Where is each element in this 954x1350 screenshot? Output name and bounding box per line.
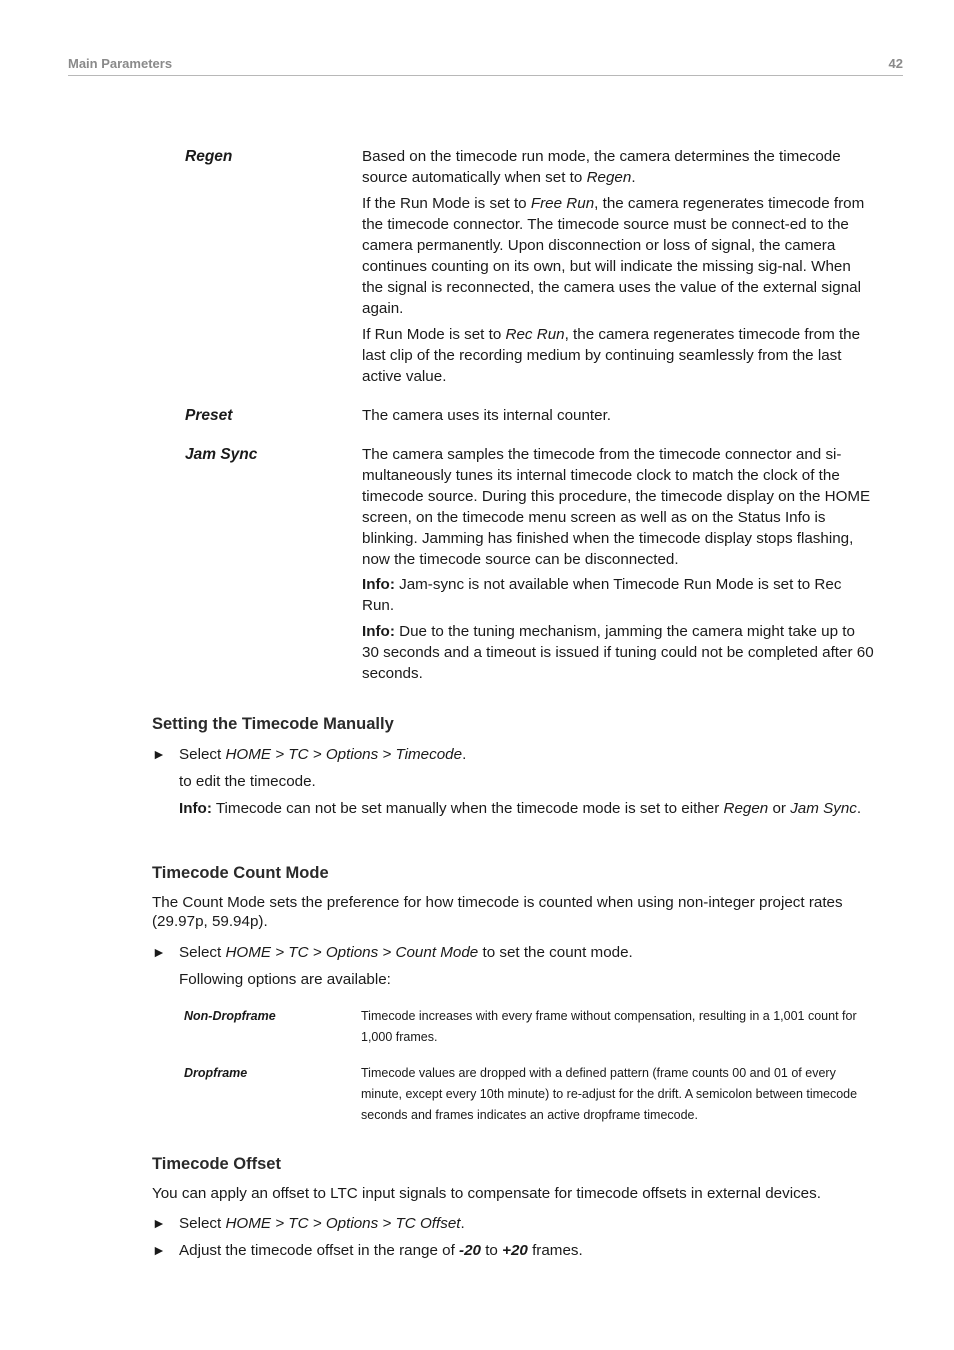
term-non-dropframe: Non-Dropframe — [184, 1009, 276, 1023]
term-regen: Regen — [185, 148, 233, 165]
offset-step-1: Select HOME > TC > Options > TC Offset. — [179, 1215, 465, 1232]
offset-intro: You can apply an offset to LTC input signals to compensate for timecode offsets in external devices. — [152, 1185, 821, 1202]
preset-desc: The camera uses its internal counter. — [362, 407, 612, 424]
count-after: Following options are available: — [179, 971, 391, 988]
heading-set-manually: Setting the Timecode Manually — [152, 715, 394, 733]
term-dropframe: Dropframe — [184, 1066, 248, 1080]
jam-sync-info-1: Info: Jam-sync is not available when Timecode Run Mode is set to Rec Run. — [362, 576, 842, 614]
page-header — [68, 56, 903, 76]
regen-desc-2: If the Run Mode is set to Free Run, the camera regenerates timecode from the timecode connector. The timecode source must be connect-ed to the camera permanently. Upon disconnection or loss of signal, the camera continues counting on its own, but will indicate the missing sig-nal. When the signal is reconnected, the camera uses the value of the external signal again. — [362, 195, 865, 317]
manual-info: Info: Timecode can not be set manually when the timecode mode is set to either Regen or Jam Sync. — [179, 800, 862, 817]
bullet-arrow-icon: ► — [152, 1242, 166, 1258]
bullet-arrow-icon: ► — [152, 944, 166, 960]
heading-timecode-offset: Timecode Offset — [152, 1155, 281, 1173]
bullet-arrow-icon: ► — [152, 746, 166, 762]
page-number: 42 — [888, 56, 903, 71]
offset-step-2: Adjust the timecode offset in the range of -20 to +20 frames. — [179, 1242, 583, 1259]
section-title: Main Parameters — [68, 56, 173, 71]
jam-sync-desc: The camera samples the timecode from the timecode connector and si-multaneously tunes its internal timecode clock to match the clock of the timecode source. During this procedure, the timecode display on the HOME screen, on the timecode menu screen as well as on the Status Info is blinking. Jamming has finished when the timecode display stops flashing, now the timecode source can be disconnected. — [362, 446, 871, 568]
regen-desc-1: Based on the timecode run mode, the camera determines the timecode source automatically when set to Regen. — [362, 148, 841, 186]
dropframe-desc: Timecode values are dropped with a defined pattern (frame counts 00 and 01 of every minute, except every 10th minute) to re-adjust for the drift. A semicolon between timecode seconds and frames indicates an active dropframe timecode. — [361, 1066, 858, 1122]
bullet-arrow-icon: ► — [152, 1215, 166, 1231]
manual-step: Select HOME > TC > Options > Timecode. — [179, 746, 467, 763]
non-dropframe-desc: Timecode increases with every frame without compensation, resulting in a 1,001 count for 1,000 frames. — [361, 1009, 857, 1044]
heading-count-mode: Timecode Count Mode — [152, 864, 329, 882]
regen-desc-3: If Run Mode is set to Rec Run, the camera regenerates timecode from the last clip of the recording medium by continuing seamlessly from the last active value. — [362, 326, 861, 385]
count-intro: The Count Mode sets the preference for how timecode is counted when using non-integer project rates (29.97p, 59.94p). — [152, 894, 843, 930]
term-jam-sync: Jam Sync — [185, 446, 258, 463]
jam-sync-info-2: Info: Due to the tuning mechanism, jamming the camera might take up to 30 seconds and a timeout is issued if tuning could not be completed after 60 seconds. — [362, 623, 874, 682]
manual-after: to edit the timecode. — [179, 773, 316, 790]
term-preset: Preset — [185, 407, 233, 424]
count-step: Select HOME > TC > Options > Count Mode to set the count mode. — [179, 944, 633, 961]
